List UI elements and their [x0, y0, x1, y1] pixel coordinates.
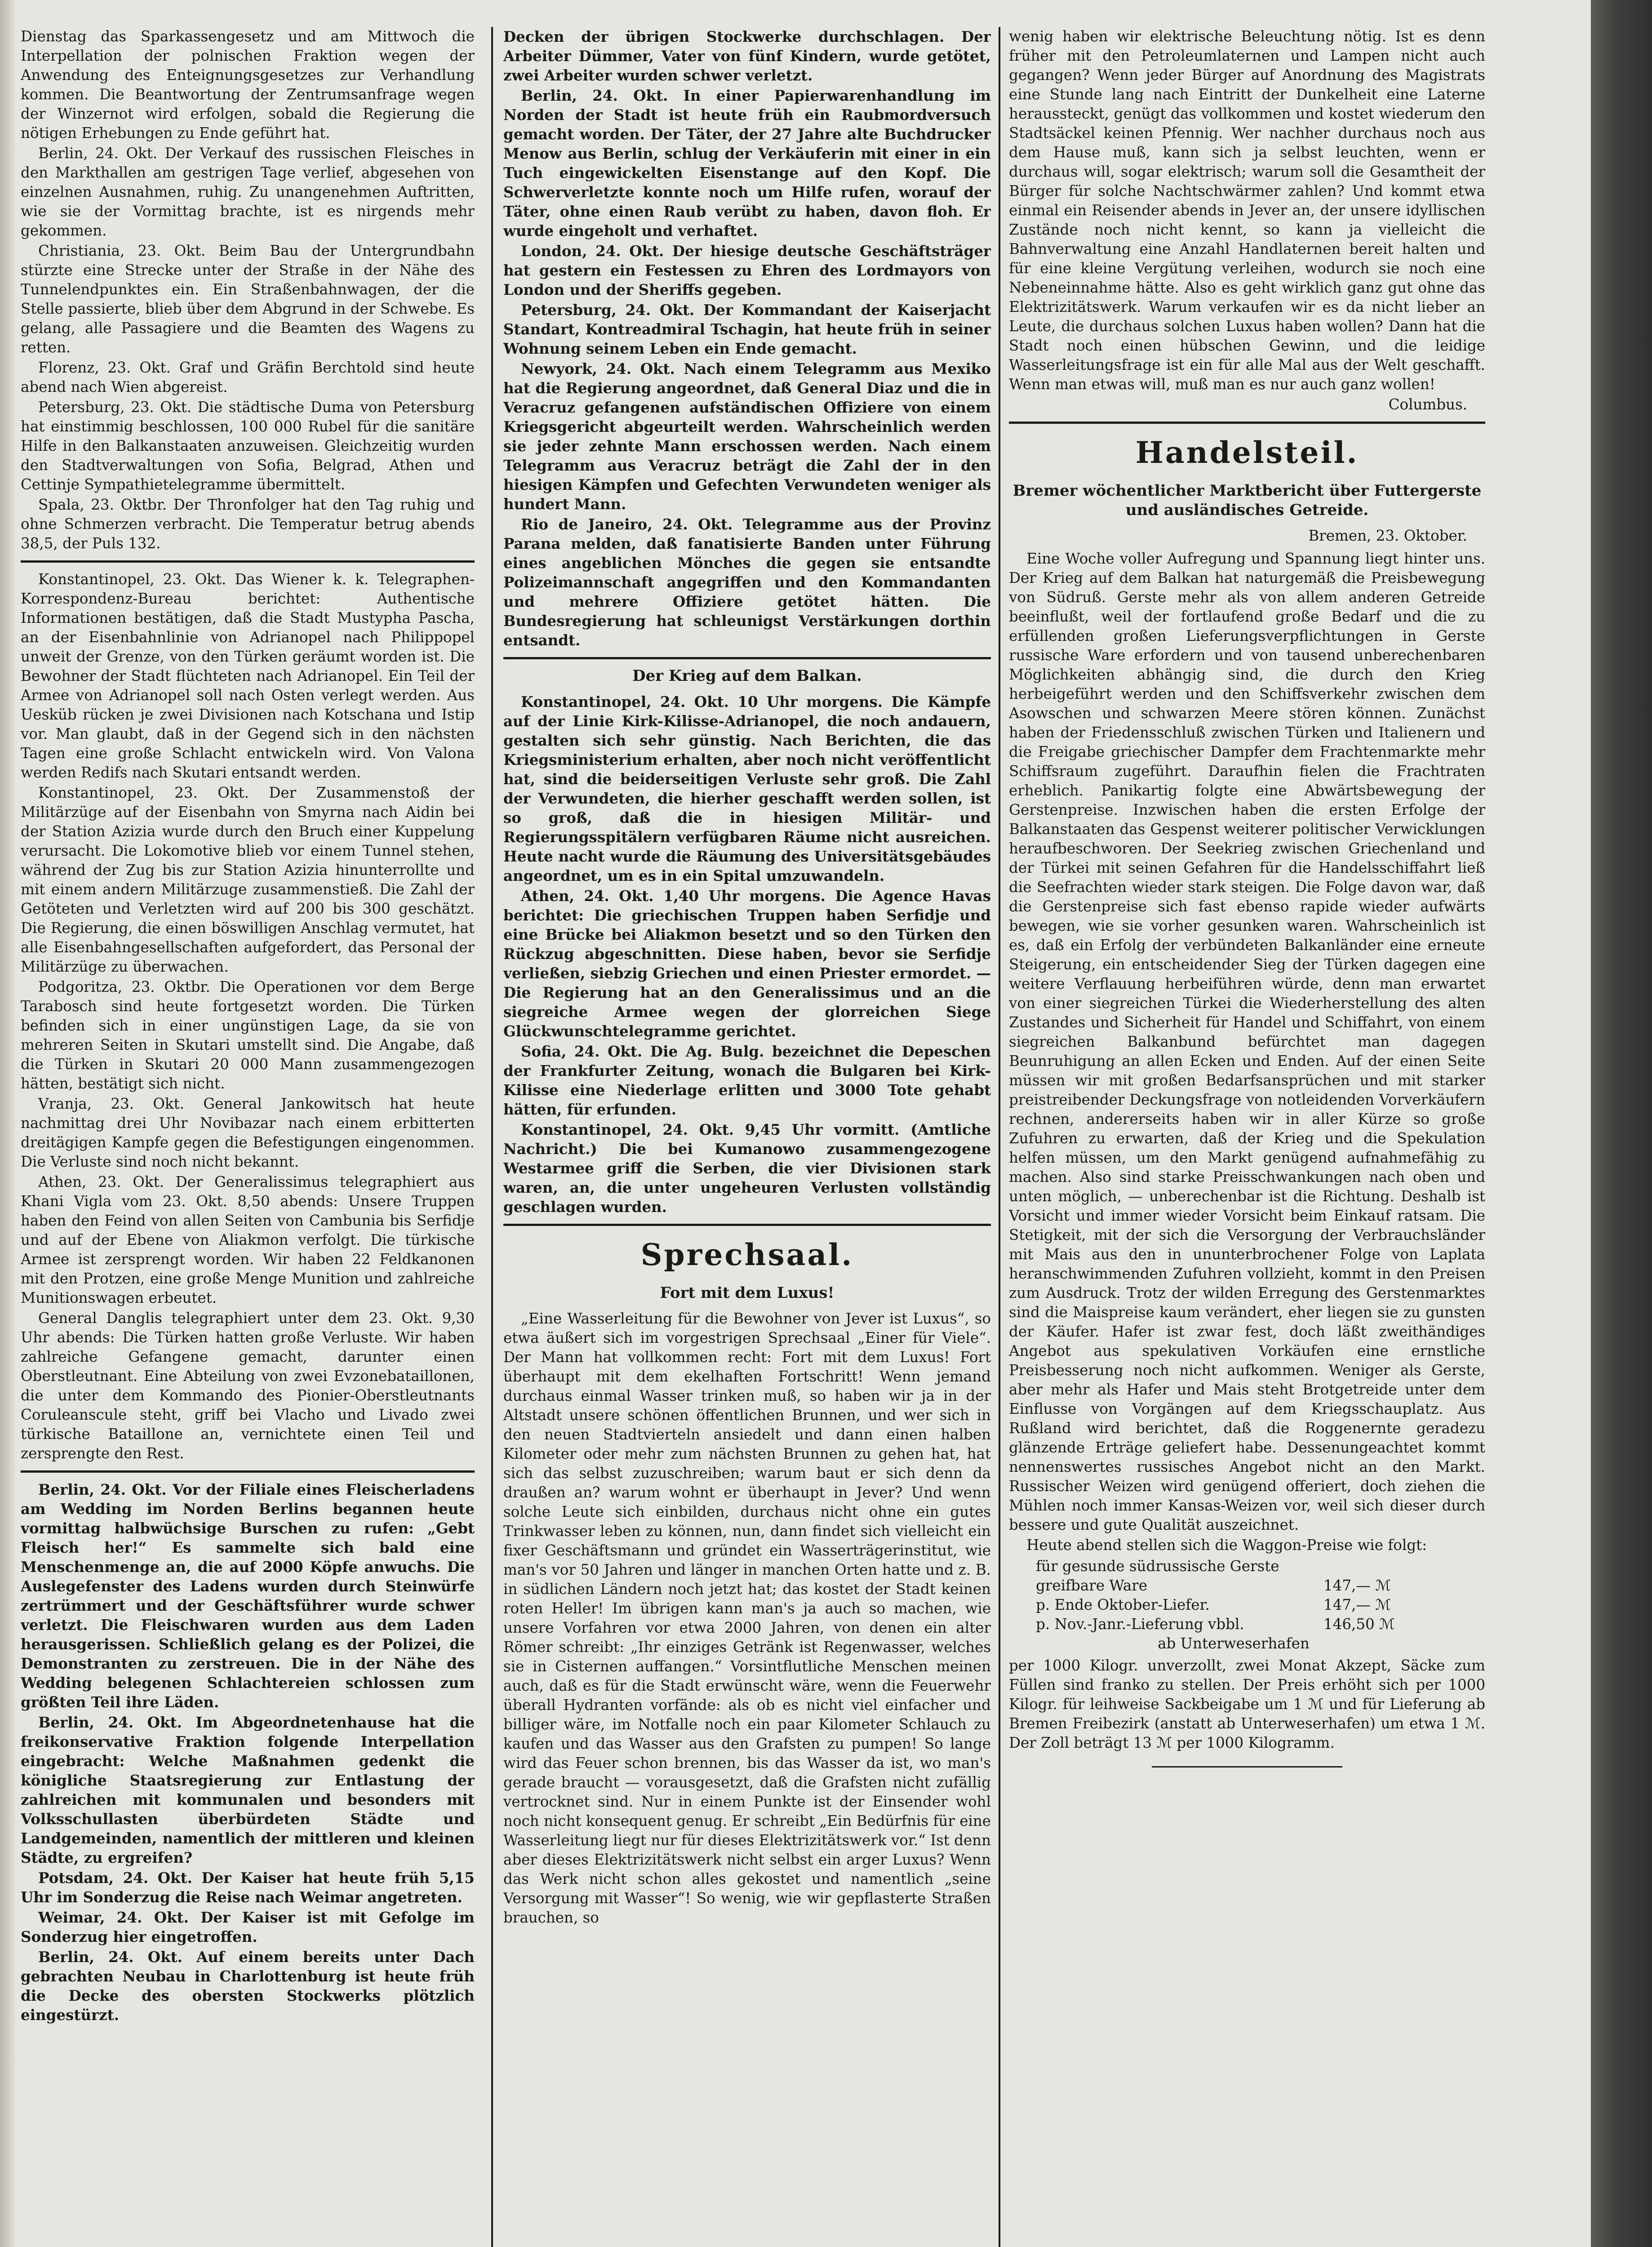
column-1: [21, 27, 475, 2247]
article-heading: Der Krieg auf dem Balkan.: [632, 667, 862, 685]
news-paragraph: Sofia, 24. Okt. Die Ag. Bulg. bezeichnet die Depeschen der Frankfurter Zeitung, wonach die Bulgaren bei Kirk-Kilisse eine Niederlage erlitten und 3000 Tote gehabt hätten, für erfunden.: [503, 1043, 991, 1118]
news-paragraph: Konstantinopel, 23. Okt. Das Wiener k. k. Telegraphen-Korrespondenz-Bureau berichtet: Authentische Informationen bestätigen, daß die Stadt Mustypha Pascha, an der Eisenbahnlinie von Adrianopel nach Philippopel unweit der Grenze, von den Türken geräumt worden ist. Die Bewohner der Stadt flüchteten nach Adrianopel. Ein Teil der Armee von Adrianopel soll nach Osten verlegt werden. Aus Uesküb rücken je zwei Divisionen nach Kotschana und Istip vor. Man glaubt, daß in der Gegend sich in den nächsten Tagen eine große Schlacht entwickeln wird. Von Valona werden Redifs nach Skutari entsandt werden.: [21, 571, 475, 781]
news-paragraph: Heute abend stellen sich die Waggon-Preise wie folgt:: [1026, 1536, 1427, 1554]
end-divider: [1152, 1766, 1342, 1767]
book-edge: [1591, 0, 1652, 2247]
section-divider: [21, 1470, 475, 1473]
news-paragraph: Florenz, 23. Okt. Graf und Gräfin Berchtold sind heute abend nach Wien abgereist.: [21, 359, 475, 395]
section-divider: [21, 560, 475, 563]
news-paragraph: Berlin, 24. Okt. In einer Papierwarenhandlung im Norden der Stadt ist heute früh ein Raubmordversuch gemacht worden. Der Täter, der 27 Jahre alte Buchdrucker Menow aus Berlin, schlug der Verkäuferin mit einer in ein Tuch eingewickelten Eisenstange auf den Kopf. Die Schwerverletzte konnte noch um Hilfe rufen, worauf der Täter, ohne einen Raub verübt zu haben, davon floh. Er wurde eingeholt und verhaftet.: [503, 87, 991, 240]
dateline: Bremen, 23. Oktober.: [1308, 527, 1467, 544]
price-value: 146,50 ℳ: [1323, 1616, 1395, 1633]
price-row: [1036, 1576, 1485, 1595]
news-paragraph: Eine Woche voller Aufregung und Spannung liegt hinter uns. Der Krieg auf dem Balkan hat naturgemäß die Preisbewegung von Südruß. Gerste mehr als von allem anderen Getreide beeinflußt, weil der fortlaufend große Bedarf und die zu erfüllenden großen Lieferungsverpflichtungen in Gerste russische Ware erfordern und von tausend unberechenbaren Möglichkeiten abhängig sind, die durch den Krieg herbeigeführt werden und den Schiffsverkehr zwischen dem Asowschen und schwarzen Meere stören können. Zunächst haben der Friedensschluß zwischen Türken und Italienern und die Freigabe griechischer Dampfer dem Frachtenmarkte mehr Schiffsraum zugeführt. Daraufhin fielen die Frachtraten erheblich. Panikartig folgte eine Abwärtsbewegung der Gerstenpreise. Inzwischen haben die ersten Erfolge der Balkanstaaten das Gespenst weiterer politischer Verwicklungen heraufbeschworen. Der Seekrieg zwischen Griechenland und der Türkei mit seinen Gefahren für die Handelsschiffahrt ließ die Seefrachten wieder stark steigen. Die Folge davon war, daß die Gerstenpreise sich fast ebenso rapide wieder aufwärts bewegen, wie sie vorher gesunken waren. Wahrscheinlich ist es, daß ein Erfolg der verbündeten Balkanländer eine erneute Steigerung, ein entscheidender Sieg der Türken dagegen eine weitere Verflauung herbeiführen würde, denn man erwartet von einer siegreichen Türkei die Wiederherstellung des alten Zustandes und Sicherheit für Handel und Schiffahrt, von einem siegreichen Balkanbund befürchtet man dagegen Beunruhigung an allen Ecken und Enden. Auf der einen Seite müssen wir mit großen Bedarfsansprüchen und mit starker preistreibender Deckungsfrage von notleidenden Vorverkäufern rechnen, andererseits haben wir in aller Kürze so große Zufuhren zu erwarten, daß der Krieg und die Spekulation helfen müssen, um den Markt genügend aufnahmefähig zu machen. Also sind starke Preisschwankungen nach oben und unten möglich, — unberechenbar ist die Richtung. Deshalb ist Vorsicht und immer wieder Vorsicht beim Einkauf ratsam. Die Stetigkeit, mit der sich die Versorgung der Verbrauchsländer mit Mais aus den in ununterbrochener Folge von Laplata heranschwimmenden Zufuhren vollzieht, kommt in den Preisen zum Ausdruck. Trotz der wilden Erregung des Gerstenmarktes sind die Maispreise kaum verändert, eher liegen sie zu gunsten der Käufer. Hafer ist zwar fest, doch läßt zweithändiges Angebot aus spekulativen Vorkäufen eine ernstliche Preisbesserung noch nicht aufkommen. Weniger als Gerste, aber mehr als Hafer und Mais steht Brotgetreide unter dem Einflusse von Vorgängen auf dem Kriegsschauplatz. Aus Rußland wird berichtet, daß die Roggenernte geradezu glänzende Erträge geliefert habe. Dessenungeachtet kommt nennenswertes russisches Angebot nicht an den Markt. Russischer Weizen wird genügend offeriert, doch ziehen die Mühlen noch immer Kansas-Weizen vor, weil sich dieser durch bessere und gute Qualität auszeichnet.: [1009, 550, 1485, 1533]
news-paragraph: Rio de Janeiro, 24. Okt. Telegramme aus der Provinz Parana melden, daß fanatisierte Banden unter Führung eines angeblichen Mönches die gegen sie entsandte Polizeimannschaft angegriffen und den Kommandanten und mehrere Offiziere getötet hätten. Die Bundesregierung hat schleunigst Verstärkungen dorthin entsandt.: [503, 515, 991, 649]
news-paragraph: Athen, 24. Okt. 1,40 Uhr morgens. Die Agence Havas berichtet: Die griechischen Truppen haben Serfidje und eine Brücke bei Aliakmon besetzt und so den Türken den Rückzug abgeschnitten. Diese haben, bevor sie Serfidje verließen, siebzig Griechen und einen Priester ermordet. — Die Regierung hat an den Generalissimus und an die siegreiche Armee wegen der glorreichen Siege Glückwunschtelegramme gerichtet.: [503, 887, 991, 1040]
price-value: 147,— ℳ: [1323, 1577, 1391, 1594]
signature: Columbus.: [1388, 396, 1467, 413]
price-table: [1036, 1557, 1485, 1653]
price-table-heading: für gesunde südrussische Gerste: [1036, 1558, 1279, 1575]
section-divider: [503, 1224, 991, 1226]
news-paragraph: Weimar, 24. Okt. Der Kaiser ist mit Gefolge im Sonderzug hier eingetroffen.: [21, 1909, 475, 1945]
section-divider: [1009, 422, 1485, 424]
price-row: [1036, 1595, 1485, 1615]
news-paragraph: General Danglis telegraphiert unter dem 23. Okt. 9,30 Uhr abends: Die Türken hatten große Verluste. Wir haben zahlreiche Gefangene gemacht, darunter einen Oberstleutnant. Eine Abteilung von zwei Evzonebataillonen, die unter dem Kommando des Pionier-Oberstleutnants Coruleanscule steht, griff bei Vlacho und Livado zwei türkische Bataillone an, vernichtete einen Teil und zersprengte den Rest.: [21, 1310, 475, 1462]
news-paragraph: per 1000 Kilogr. unverzollt, zwei Monat Akzept, Säcke zum Füllen sind franko zu stellen. Der Preis erhöht sich per 1000 Kilogr. für leihweise Sackbeigabe um 1 ℳ und für Lieferung ab Bremen Freibezirk (anstatt ab Unterweserhafen) um etwa 1 ℳ. Der Zoll beträgt 13 ℳ per 1000 Kilogramm.: [1009, 1657, 1485, 1751]
price-label: greifbare Ware: [1036, 1577, 1148, 1594]
news-paragraph: Berlin, 24. Okt. Der Verkauf des russischen Fleisches in den Markthallen am gestrigen Tage verlief, abgesehen von einzelnen Ausnahmen, ruhig. Zu unangenehmen Auftritten, wie sie der Vormittag brachte, ist es nirgends mehr gekommen.: [21, 145, 475, 239]
price-value: 147,— ℳ: [1323, 1596, 1391, 1613]
column-rule: [999, 27, 1000, 2247]
news-paragraph: Petersburg, 24. Okt. Der Kommandant der Kaiserjacht Standart, Kontreadmiral Tschagin, hat heute früh in seiner Wohnung seinem Leben ein Ende gemacht.: [503, 301, 991, 357]
news-paragraph: Berlin, 24. Okt. Vor der Filiale eines Fleischerladens am Wedding im Norden Berlins begannen heute vormittag halbwüchsige Burschen zu rufen: „Gebt Fleisch her!“ Es sammelte sich bald eine Menschenmenge an, die auf 2000 Köpfe anwuchs. Die Auslegefenster des Ladens wurden durch Steinwürfe zertrümmert und der Geschäftsführer wurde schwer verletzt. Die Fleischwaren wurden aus dem Laden herausgerissen. Schließlich gelang es der Polizei, die Demonstranten zu zerstreuen. Die in der Nähe des Wedding belegenen Schlachtereien schlossen zum größten Teil ihre Läden.: [21, 1481, 475, 1711]
news-paragraph: Konstantinopel, 24. Okt. 10 Uhr morgens. Die Kämpfe auf der Linie Kirk-Kilisse-Adrianopel, die noch andauern, gestalten sich sehr günstig. Nach Berichten, die das Kriegsministerium erhalten, aber noch nicht veröffentlicht hat, sind die beiderseitigen Verluste sehr groß. Die Zahl der Verwundeten, die hierher geschafft werden sollen, ist so groß, daß die in hiesigen Militär- und Regierungsspitälern verfügbaren Räume nicht ausreichen. Heute nacht wurde die Räumung des Universitätsgebäudes angeordnet, um es in ein Spital umzuwandeln.: [503, 693, 991, 884]
section-heading: Handelsteil.: [1135, 435, 1359, 470]
news-paragraph: Podgoritza, 23. Oktbr. Die Operationen vor dem Berge Tarabosch sind heute fortgesetzt worden. Die Türken befinden sich in einer ungünstigen Lage, da sie von mehreren Seiten in Skutari umstellt sind. Die Angabe, daß die Türken in Skutari 20 000 Mann zusammengezogen hätten, bestätigt sich nicht.: [21, 978, 475, 1092]
news-paragraph: Berlin, 24. Okt. Im Abgeordnetenhause hat die freikonservative Fraktion folgende Interpellation eingebracht: Welche Maßnahmen gedenkt die königliche Staatsregierung zur Entlastung der zahlreichen mit kommunalen und besonders mit Volksschullasten überbürdeten Städte und Landgemeinden, namentlich der mittleren und kleinen Städte, zu ergreifen?: [21, 1714, 475, 1866]
news-paragraph: Petersburg, 23. Okt. Die städtische Duma von Petersburg hat einstimmig beschlossen, 100 000 Rubel für die sanitäre Hilfe in den Balkanstaaten anzuweisen. Gleichzeitig wurden den Stadtverwaltungen von Sofia, Belgrad, Athen und Cettinje Sympathietelegramme übermittelt.: [21, 399, 475, 493]
news-paragraph: Decken der übrigen Stockwerke durchschlagen. Der Arbeiter Dümmer, Vater von fünf Kindern, wurde getötet, zwei Arbeiter wurden schwer verletzt.: [503, 28, 991, 84]
price-label: p. Nov.-Janr.-Lieferung vbbl.: [1036, 1616, 1244, 1633]
news-paragraph: Athen, 23. Okt. Der Generalissimus telegraphiert aus Khani Vigla vom 23. Okt. 8,50 abends: Unsere Truppen haben den Feind von allen Seiten von Cambunia bis Serfidje und auf der Ebene von Aliakmon verfolgt. Die türkische Armee ist zersprengt worden. Wir haben 22 Feldkanonen mit den Protzen, eine große Menge Munition und zahlreiche Munitionswagen erbeutet.: [21, 1173, 475, 1306]
section-heading: Sprechsaal.: [640, 1237, 854, 1272]
news-paragraph: London, 24. Okt. Der hiesige deutsche Geschäftsträger hat gestern ein Festessen zu Ehren des Lordmayors von London und der Sheriffs gegeben.: [503, 242, 991, 298]
column-3: [1009, 27, 1485, 2247]
news-paragraph: Spala, 23. Oktbr. Der Thronfolger hat den Tag ruhig und ohne Schmerzen verbracht. Die Temperatur betrug abends 38,5, der Puls 132.: [21, 496, 475, 552]
page-binding: [0, 0, 15, 2247]
column-2: [503, 27, 991, 2247]
news-paragraph: Christiania, 23. Okt. Beim Bau der Untergrundbahn stürzte eine Strecke unter der Straße in der Nähe des Tunnelendpunktes ein. Ein Straßenbahnwagen, der die Stelle passierte, blieb über dem Abgrund in der Schwebe. Es gelang, alle Passagiere und die Beamten des Wagens zu retten.: [21, 242, 475, 356]
article-heading: Bremer wöchentlicher Marktbericht über Futtergerste und ausländisches Getreide.: [1013, 482, 1482, 519]
news-paragraph: „Eine Wasserleitung für die Bewohner von Jever ist Luxus“, so etwa äußert sich im vorgestrigen Sprechsaal „Einer für Viele“. Der Mann hat vollkommen recht: Fort mit dem Luxus! Fort überhaupt mit dem ekelhaften Fortschritt! Wenn jemand durchaus einmal Wasser trinken muß, so haben wir ja in der Altstadt unsere schönen öffentlichen Brunnen, und wer sich in den neuen Stadtvierteln ansiedelt und dann einen halben Kilometer oder mehr zum nächsten Brunnen zu gehen hat, hat sich das selbst zuzuschreiben; warum baut er sich denn da draußen an? warum wohnt er überhaupt in Jever? Und wenn solche Leute sich einbilden, durchaus nicht ohne ein gutes Trinkwasser leben zu können, nun, dann findet sich vielleicht ein fixer Geschäftsmann und gründet ein Wasserträgerinstitut, wie man's vor 50 Jahren und länger in manchen Orten hatte und z. B. in südlichen Ländern noch jetzt hat; das kostet der Stadt keinen roten Heller! Im übrigen kann man's ja auch so machen, wie unsere Vorfahren vor etwa 2000 Jahren, von denen ein alter Römer schreibt: „Ihr einziges Getränk ist Regenwasser, welches sie in Cisternen auffangen.“ Vorsintflutliche Menschen meinen auch, daß es für die Stadt erwünscht wäre, wenn die Feuerwehr überall Hydranten vorfände: als ob es nicht viel einfacher und billiger wäre, im Notfalle noch ein paar Kilometer Schlauch zu kaufen und das Wasser aus den Grafsten zu pumpen! So lange wird das Feuer schon brennen, bis das Wasser da ist, wo man's gerade braucht — vorausgesetzt, daß die Grafsten nicht zufällig vertrocknet sind. Nur in einem Punkte ist der Einsender wohl noch nicht konsequent genug. Er schreibt „Ein Bedürfnis für eine Wasserleitung liegt nur für dieses Elektrizitätswerk vor.“ Ist denn aber dieses Elektrizitätswerk nicht selbst ein arger Luxus? Wenn das Werk nicht schon alles gekostet und namentlich „seine Versorgung mit Wasser“! So wenig, wie wir gepflasterte Straßen brauchen, so: [503, 1310, 991, 1926]
column-rule: [491, 27, 493, 2247]
news-paragraph: Konstantinopel, 24. Okt. 9,45 Uhr vormitt. (Amtliche Nachricht.) Die bei Kumanowo zusammengezogene Westarmee griff die Serben, die vier Divisionen stark waren, an, die unter ungeheuren Verlusten vollständig geschlagen wurden.: [503, 1121, 991, 1216]
news-paragraph: Newyork, 24. Okt. Nach einem Telegramm aus Mexiko hat die Regierung angeordnet, daß General Diaz und die in Veracruz gefangenen aufständischen Offiziere von einem Kriegsgericht abgeurteilt werden. Wahrscheinlich werden sie jeder zehnte Mann erschossen werden. Nach einem Telegramm aus Veracruz beträgt die Zahl der in den hiesigen Kämpfen und Gefechten Verwundeten weniger als hundert Mann.: [503, 360, 991, 513]
news-paragraph: Konstantinopel, 23. Okt. Der Zusammenstoß der Militärzüge auf der Eisenbahn von Smyrna nach Aidin bei der Station Azizia wurde durch den Bruch einer Kuppelung verursacht. Die Lokomotive blieb vor einem Tunnel stehen, während der Zug bis zur Station Azizia hinunterrollte und mit einem andern Militärzuge zusammenstieß. Die Zahl der Getöteten und Verletzten wird auf 200 bis 300 geschätzt. Die Regierung, die einen böswilligen Anschlag vermutet, hat alle Eisenbahngesellschaften aufgefordert, das Personal der Militärzüge zu überwachen.: [21, 784, 475, 975]
news-paragraph: wenig haben wir elektrische Beleuchtung nötig. Ist es denn früher mit den Petroleumlaternen und Lampen nicht auch gegangen? Wenn jeder Bürger auf Anordnung des Magistrats eine Stunde lang nach Eintritt der Dunkelheit eine Laterne heraussteckt, genügt das vollkommen und kostet wiederum den Stadtsäckel keinen Pfennig. Wer nachher durchaus noch aus dem Hause muß, kann sich ja selbst leuchten, wenn er durchaus will, sogar elektrisch; warum soll die Gesamtheit der Bürger für solche Nachtschwärmer zahlen? Und kommt etwa einmal ein Reisender abends in Jever an, der unsere idyllischen Zustände noch nicht kennt, so kann ja vielleicht die Bahnverwaltung eine Anzahl Handlaternen bereit halten und für eine kleine Vergütung verleihen, wodurch sie noch eine Nebeneinnahme hätte. Also es geht wirklich ganz gut ohne das Elektrizitätswerk. Warum verkaufen wir es da nicht lieber an Leute, die durchaus solchen Luxus haben wollen? Dann hat die Stadt noch einen hübschen Gewinn, und die leidige Wasserleitungsfrage ist ein für alle Mal aus der Welt geschafft. Wenn man etwas will, muß man es nur auch ganz wollen!: [1009, 28, 1485, 393]
price-table-footer: ab Unterweserhafen: [1158, 1635, 1310, 1652]
section-divider: [503, 657, 991, 659]
article-heading: Fort mit dem Luxus!: [660, 1284, 835, 1302]
news-paragraph: Berlin, 24. Okt. Auf einem bereits unter Dach gebrachten Neubau in Charlottenburg ist heute früh die Decke des obersten Stockwerks plötzlich eingestürzt.: [21, 1948, 475, 2024]
price-label: p. Ende Oktober-Liefer.: [1036, 1596, 1210, 1613]
news-paragraph: Dienstag das Sparkassengesetz und am Mittwoch die Interpellation der polnischen Fraktion wegen der Anwendung des Enteignungsgesetzes zur Verhandlung kommen. Die Beantwortung der Zentrumsanfrage wegen der Winzernot wird erfolgen, sobald die Regierung die nötigen Erhebungen zu Ende geführt hat.: [21, 28, 475, 142]
price-row: [1036, 1615, 1485, 1634]
news-paragraph: Vranja, 23. Okt. General Jankowitsch hat heute nachmittag drei Uhr Novibazar nach einem erbitterten dreitägigen Kampfe gegen die Befestigungen eingenommen. Die Verluste sind noch nicht bekannt.: [21, 1095, 475, 1170]
news-paragraph: Potsdam, 24. Okt. Der Kaiser hat heute früh 5,15 Uhr im Sonderzug die Reise nach Weimar angetreten.: [21, 1869, 475, 1906]
